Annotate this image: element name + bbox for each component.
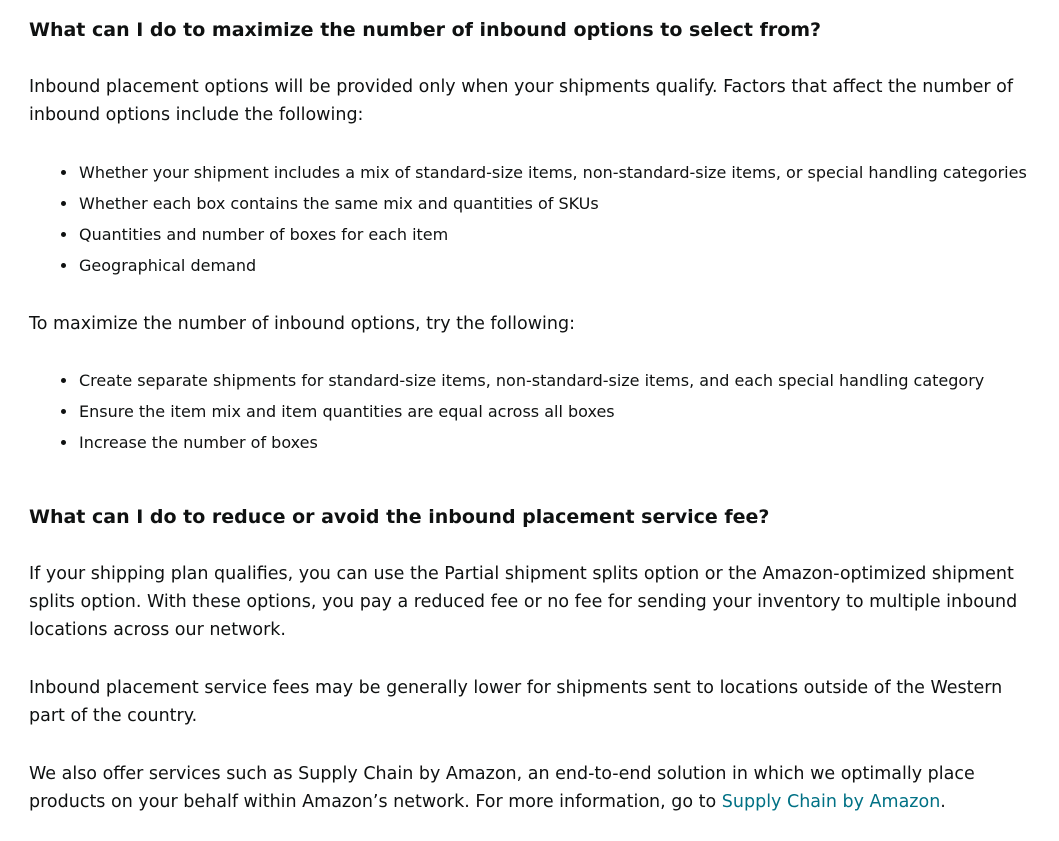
tips-list: [29, 365, 984, 458]
list-item: Geographical demand: [79, 250, 1027, 281]
supply-chain-paragraph: [29, 760, 1039, 816]
section-heading-reduce-fee: What can I do to reduce or avoid the inbound placement service fee?: [29, 506, 770, 528]
tips-intro-paragraph: To maximize the number of inbound options, try the following:: [29, 314, 576, 334]
list-item: Ensure the item mix and item quantities are equal across all boxes: [79, 396, 984, 427]
list-item: Whether your shipment includes a mix of standard-size items, non-standard-size items, or special handling categories: [79, 157, 1027, 188]
list-item: Create separate shipments for standard-size items, non-standard-size items, and each special handling category: [79, 365, 984, 396]
factors-list: [29, 157, 1027, 281]
supply-chain-text: We also offer services such as Supply Chain by Amazon, an end-to-end solution in which we optimally place products on your behalf within Amazon’s network. For more information, go to: [29, 764, 975, 812]
section-heading-maximize-options: What can I do to maximize the number of inbound options to select from?: [29, 19, 822, 41]
factors-intro-paragraph: Inbound placement options will be provided only when your shipments qualify. Factors that affect the number of inbound options include the following:: [29, 77, 1014, 125]
period-text: .: [940, 792, 946, 812]
shipment-splits-paragraph: If your shipping plan qualifies, you can use the Partial shipment splits option or the Amazon-optimized shipment splits option. With these options, you pay a reduced fee or no fee for sending your inventory to multiple inbound locations across our network.: [29, 564, 1018, 640]
list-item: Whether each box contains the same mix and quantities of SKUs: [79, 188, 1027, 219]
list-item: Increase the number of boxes: [79, 427, 984, 458]
western-fees-paragraph: Inbound placement service fees may be generally lower for shipments sent to locations outside of the Western part of the country.: [29, 678, 1003, 726]
supply-chain-link[interactable]: Supply Chain by Amazon: [721, 792, 941, 812]
list-item: Quantities and number of boxes for each item: [79, 219, 1027, 250]
